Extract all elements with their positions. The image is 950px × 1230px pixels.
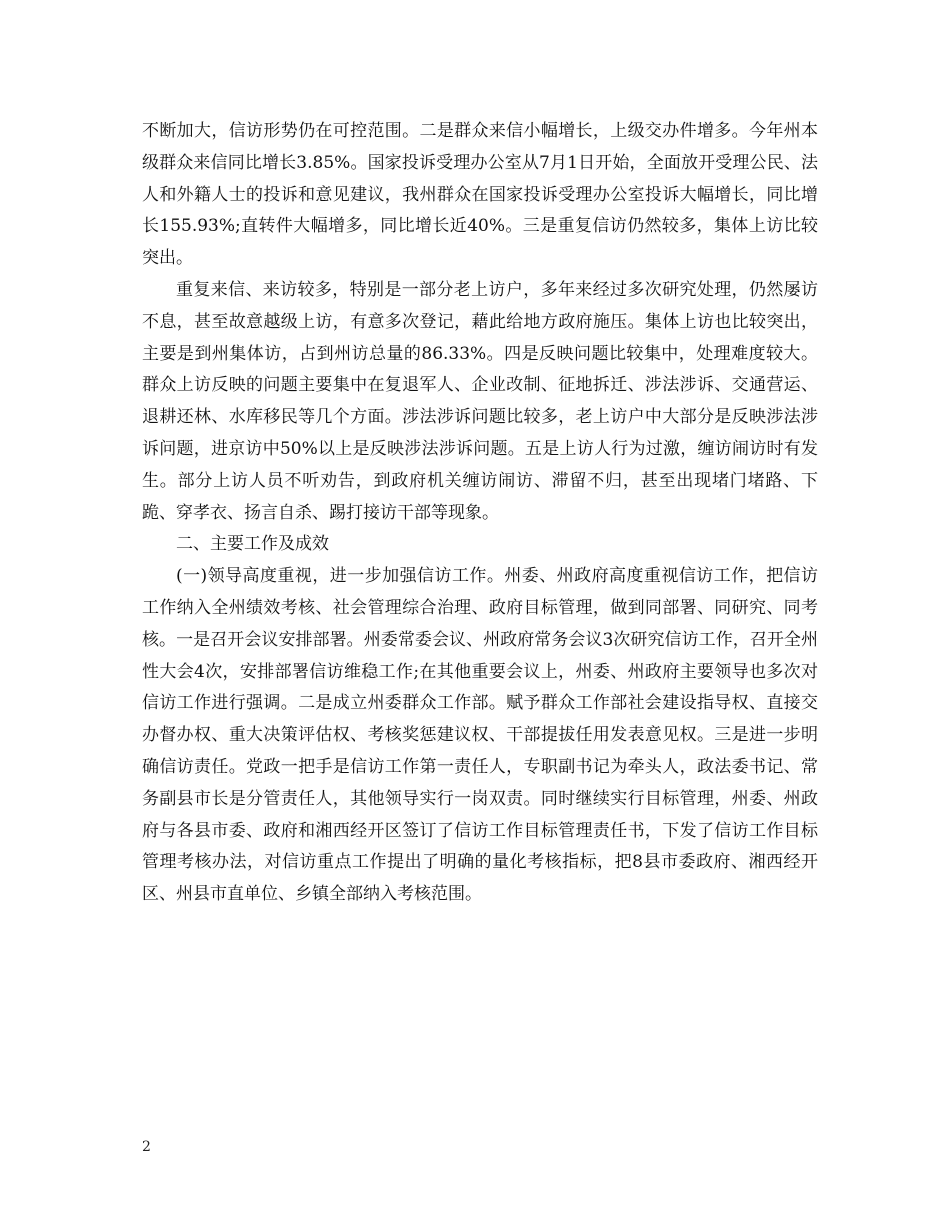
document-body	[142, 116, 818, 911]
page-number: 2	[142, 1139, 151, 1155]
paragraph-leadership: (一)领导高度重视，进一步加强信访工作。州委、州政府高度重视信访工作，把信访工作纳入全州绩效考核、社会管理综合治理、政府目标管理，做到同部署、同研究、同考核。一是召开会议安排部署。州委常委会议、州政府常务会议3次研究信访工作，召开全州性大会4次，安排部署信访维稳工作;在其他重要会议上，州委、州政府主要领导也多次对信访工作进行强调。二是成立州委群众工作部。赋予群众工作部社会建设指导权、直接交办督办权、重大决策评估权、考核奖惩建议权、干部提拔任用发表意见权。三是进一步明确信访责任。党政一把手是信访工作第一责任人，专职副书记为牵头人，政法委书记、常务副县市长是分管责任人，其他领导实行一岗双责。同时继续实行目标管理，州委、州政府与各县市委、政府和湘西经开区签订了信访工作目标管理责任书，下发了信访工作目标管理考核办法，对信访重点工作提出了明确的量化考核指标，把8县市委政府、湘西经开区、州县市直单位、乡镇全部纳入考核范围。	[142, 566, 818, 905]
paragraph-continuation: 不断加大，信访形势仍在可控范围。二是群众来信小幅增长，上级交办件增多。今年州本级群众来信同比增长3.85%。国家投诉受理办公室从7月1日开始，全面放开受理公民、法人和外籍人士的投诉和意见建议，我州群众在国家投诉受理办公室投诉大幅增长，同比增长155.93%;直转件大幅增多，同比增长近40%。三是重复信访仍然较多，集体上访比较突出。	[142, 121, 818, 269]
paragraph-repeat-visits: 重复来信、来访较多，特别是一部分老上访户，多年来经过多次研究处理，仍然屡访不息，甚至故意越级上访，有意多次登记，藉此给地方政府施压。集体上访也比较突出，主要是到州集体访，占到州访总量的86.33%。四是反映问题比较集中，处理难度较大。群众上访反映的问题主要集中在复退军人、企业改制、征地拆迁、涉法涉诉、交通营运、退耕还林、水库移民等几个方面。涉法涉诉问题比较多，老上访户中大部分是反映涉法涉诉问题，进京访中50%以上是反映涉法涉诉问题。五是上访人行为过激，缠访闹访时有发生。部分上访人员不听劝告，到政府机关缠访闹访、滞留不归，甚至出现堵门堵路、下跪、穿孝衣、扬言自杀、踢打接访干部等现象。	[142, 279, 818, 523]
section-heading-main-work: 二、主要工作及成效	[176, 534, 329, 555]
